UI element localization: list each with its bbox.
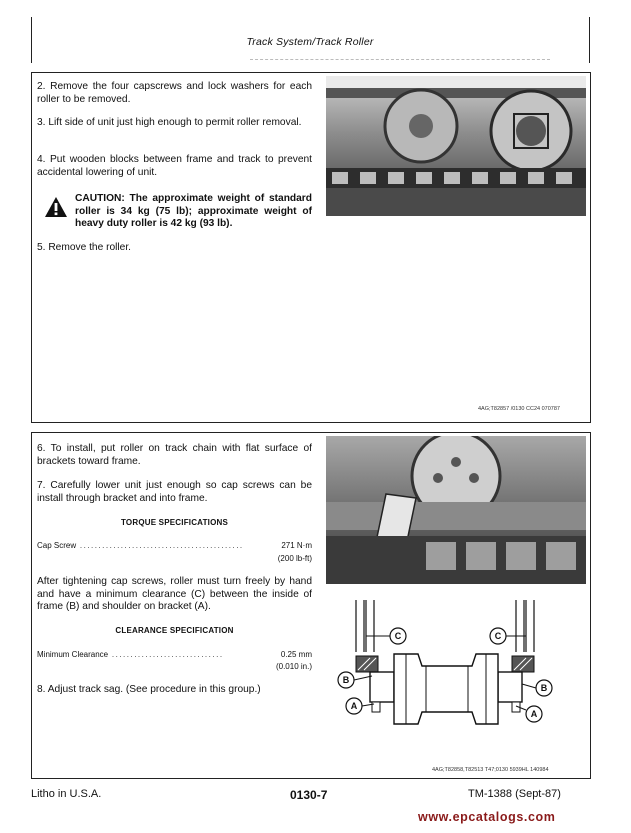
torque-spec-row: Cap Screw ............................................ 271 N·m [37,541,312,550]
step-4-text: 4. Put wooden blocks between frame and track to prevent accidental lowering of unit. [37,154,312,178]
step-5-text: 5. Remove the roller. [37,242,131,253]
callout-a-right: A [530,709,538,719]
caution-text: CAUTION: The approximate weight of standard roller is 34 kg (75 lb); approximate weight of heavy duty roller is 42 kg (93 lb). [75,193,312,230]
step-3-text: 3. Lift side of unit just high enough to permit roller removal. [37,117,302,128]
after-tightening-text: After tightening cap screws, roller must turn freely by hand and have a minimum clearance (C) between the inside of frame (B) and shoulder on bracket (A). [37,576,312,613]
footer-litho: Litho in U.S.A. [31,788,102,800]
step-2-text: 2. Remove the four capscrews and lock washers for each roller to be removed. [37,81,312,105]
header-divider [250,59,550,60]
page-header-title: Track System/Track Roller [246,36,374,48]
warning-triangle-icon [44,196,68,218]
torque-spec-title: TORQUE SPECIFICATIONS [120,518,229,527]
callout-a-left: A [350,701,358,711]
clearance-spec-value: 0.25 mm [280,650,312,659]
callout-b-left: B [342,675,350,685]
step-8-text: 8. Adjust track sag. (See procedure in this group.) [37,684,261,695]
footer-page-number: 0130-7 [290,788,328,802]
step-7-text: 7. Carefully lower unit just enough so cap screws can be install through bracket and into frame. [37,480,312,504]
clearance-diagram [326,596,586,766]
clearance-spec-row: Minimum Clearance .............................. 0.25 mm [37,650,312,659]
footer-manual-id: TM-1388 (Sept-87) [468,788,561,800]
callout-c-right: C [494,631,502,641]
clearance-spec-title: CLEARANCE SPECIFICATION [115,626,234,635]
clearance-spec-label: Minimum Clearance [37,650,109,659]
step-6-text: 6. To install, put roller on track chain with flat surface of brackets toward frame. [37,443,312,467]
torque-spec-label: Cap Screw [37,541,77,550]
torque-spec-value-alt: (200 lb-ft) [277,554,312,563]
callout-b-right: B [540,683,548,693]
clearance-spec-value-alt: (0.010 in.) [275,662,312,671]
roller-removal-photo [326,76,586,216]
roller-installation-photo [326,436,586,584]
photo-1-reference: 4AG;T82857 /0130 CC24 070787 [478,406,560,412]
callout-c-left: C [394,631,402,641]
page-left-rule [31,17,32,63]
torque-spec-value: 271 N·m [281,541,312,550]
footer-brand-watermark[interactable]: www.epcatalogs.com [418,810,556,824]
page-right-rule [589,17,590,63]
photo-2-reference: 4AG;T82858,T82513 T47;0130 5939HL 140984 [432,767,549,773]
